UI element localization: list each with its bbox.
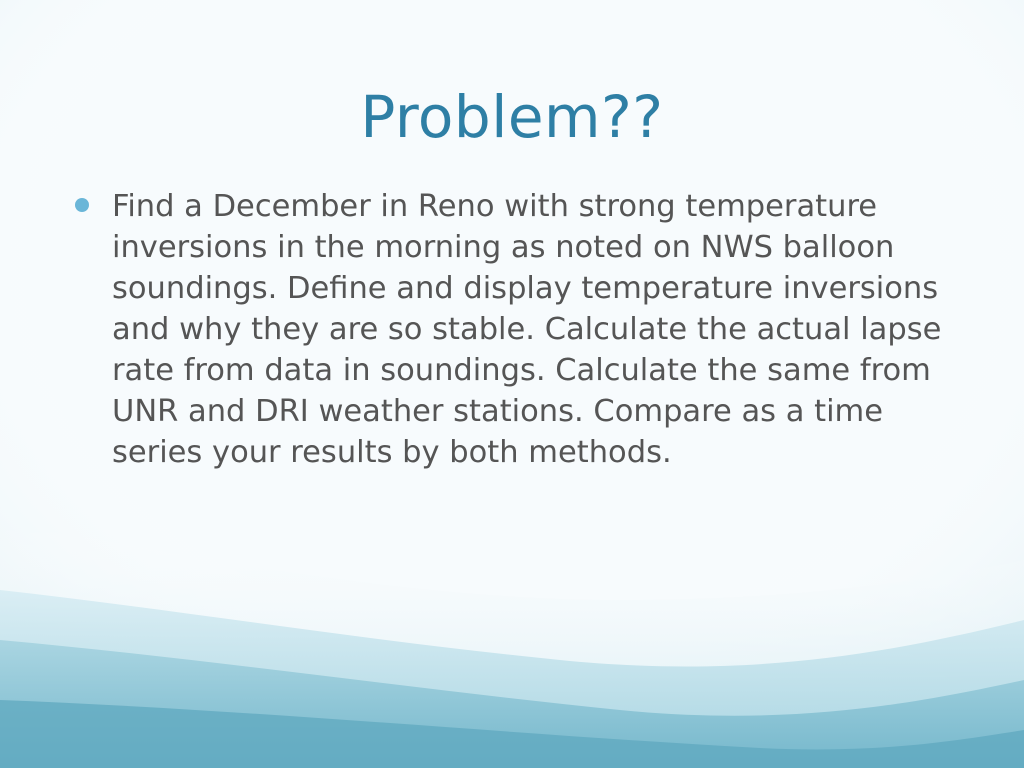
bullet-item <box>72 186 972 473</box>
bullet-list <box>72 186 972 473</box>
slide-title: Problem?? <box>360 83 664 151</box>
bullet-dot-icon <box>75 198 89 212</box>
bullet-text: Find a December in Reno with strong temperature inversions in the morning as noted on NWS balloon soundings. Define and display temperature inversions and why they are so stable. Calculate the actual lapse rate from data in soundings. Calculate the same from UNR and DRI weather stations. Compare as a time series your results by both methods. <box>112 189 942 470</box>
